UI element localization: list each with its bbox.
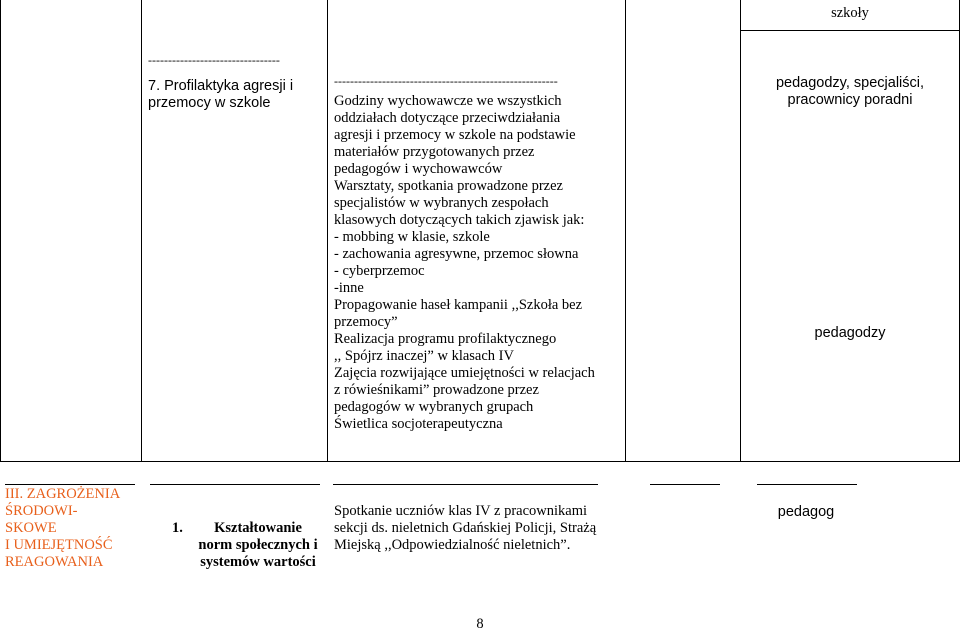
separator-line — [757, 484, 857, 485]
responsible-1: pedagodzy, specjaliści, pracownicy poradni — [775, 75, 925, 108]
item-number: 1. — [172, 520, 183, 536]
col3-dashes: -------------------------------------------------------- — [334, 74, 558, 88]
grid-line — [327, 0, 328, 461]
content-line: agresji i przemocy w szkole na podstawie — [334, 127, 576, 143]
heading-line: SKOWE — [5, 520, 57, 536]
content-line: klasowych dotyczących takich zjawisk jak: — [334, 212, 585, 228]
content-line: Świetlica socjoterapeutyczna — [334, 416, 503, 432]
content-line: ,, Spójrz inaczej” w klasach IV — [334, 348, 514, 364]
responsible-2: pedagodzy — [814, 325, 886, 341]
content-line: sekcji ds. nieletnich Gdańskiej Policji, Strażą — [334, 520, 597, 536]
heading-line: REAGOWANIA — [5, 554, 104, 570]
section7-title: 7. Profilaktyka agresji i przemocy w szkole — [148, 78, 294, 111]
section7-content — [334, 93, 622, 433]
separator-line — [150, 484, 320, 485]
section3-content — [334, 503, 634, 554]
item-title — [188, 520, 328, 571]
item-title-line: Kształtowanie — [214, 520, 302, 536]
content-line: Propagowanie haseł kampanii ,,Szkoła bez — [334, 297, 583, 313]
item-title-line: norm społecznych i — [198, 537, 318, 553]
content-line: materiałów przygotowanych przez — [334, 144, 535, 160]
content-line: Warsztaty, spotkania prowadzone przez — [334, 178, 563, 194]
heading-line: I UMIEJĘTNOŚĆ — [5, 537, 113, 553]
section3-heading — [5, 486, 140, 571]
separator-line — [333, 484, 598, 485]
grid-line — [740, 30, 960, 31]
separator-line — [650, 484, 720, 485]
content-line: Zajęcia rozwijające umiejętności w relacjach — [334, 365, 595, 381]
page-number: 8 — [476, 616, 484, 632]
content-line: - zachowania agresywne, przemoc słowna — [334, 246, 579, 262]
heading-line: III. ZAGROŻENIA — [5, 486, 121, 502]
top-cell-text: szkoły — [831, 5, 869, 21]
item-title-line: systemów wartości — [200, 554, 316, 570]
content-line: Godziny wychowawcze we wszystkich — [334, 93, 562, 109]
grid-line — [625, 0, 626, 461]
content-line: oddziałach dotyczące przeciwdziałania — [334, 110, 561, 126]
grid-line — [740, 0, 741, 461]
content-line: z rówieśnikami” prowadzone przez — [334, 382, 539, 398]
content-line: Spotkanie uczniów klas IV z pracownikami — [334, 503, 588, 519]
content-line: specjalistów w wybranych zespołach — [334, 195, 549, 211]
grid-line — [0, 0, 1, 461]
responsible-3: pedagog — [777, 504, 835, 520]
grid-line — [0, 461, 960, 462]
content-line: - mobbing w klasie, szkole — [334, 229, 490, 245]
col2-dashes: --------------------------------- — [148, 53, 280, 67]
heading-line: ŚRODOWI- — [5, 503, 78, 519]
content-line: pedagogów w wybranych grupach — [334, 399, 534, 415]
content-line: - cyberprzemoc — [334, 263, 425, 279]
content-line: przemocy” — [334, 314, 398, 330]
content-line: pedagogów i wychowawców — [334, 161, 503, 177]
separator-line — [5, 484, 135, 485]
content-line: Realizacja programu profilaktycznego — [334, 331, 557, 347]
grid-line — [141, 0, 142, 461]
content-line: -inne — [334, 280, 364, 296]
content-line: Miejską ,,Odpowiedzialność nieletnich”. — [334, 537, 571, 553]
